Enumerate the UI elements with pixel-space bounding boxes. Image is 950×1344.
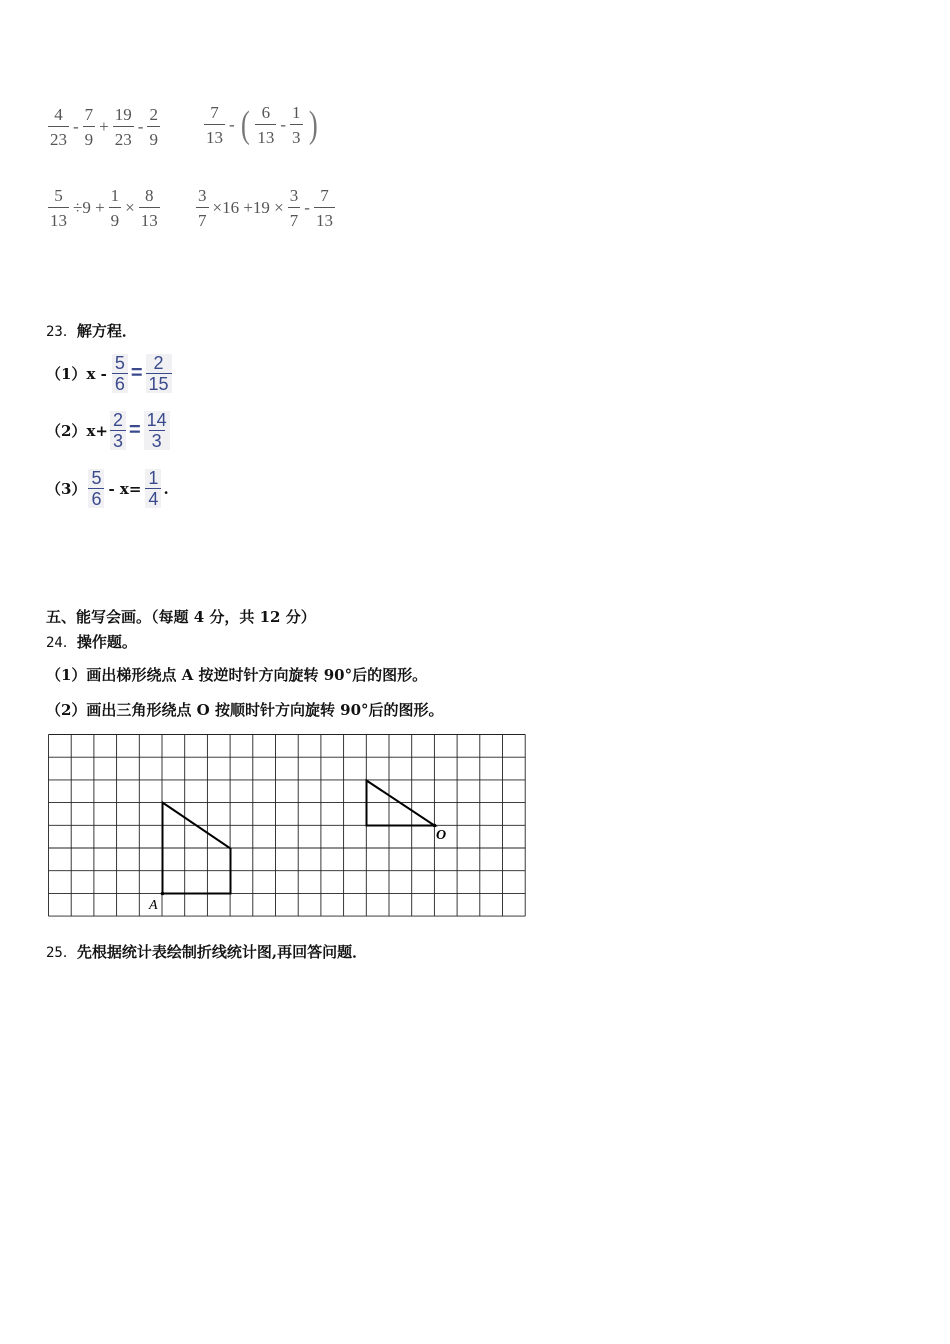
fraction: $\frac{7}{9}$ [84, 105, 94, 149]
grid-lines [49, 735, 526, 917]
fraction: $\frac{1}{3}$ [292, 103, 301, 147]
left-parenthesis: ( [240, 104, 250, 146]
question-title: 先根据统计表绘制折线统计图,再回答问题． [76, 943, 368, 961]
expression-3 [46, 187, 162, 229]
question-24-item-1: （1）画出梯形绕点 A 按逆时针方向旋转 90°后的图形。 [46, 666, 428, 684]
question-title: 操作题。 [76, 633, 137, 651]
expression-4 [194, 187, 337, 229]
operator: - [304, 198, 310, 217]
question-number: 24． [46, 635, 77, 651]
equation-period: . [163, 479, 169, 498]
right-parenthesis: ) [308, 104, 318, 146]
equals-sign: = [128, 419, 141, 441]
equals-sign: = [130, 362, 143, 384]
expression-1 [46, 106, 162, 148]
rotation-grid-figure [48, 734, 526, 918]
equation-3 [46, 469, 169, 508]
operator: - [229, 115, 235, 134]
section-5-title: 五、能写会画。（每题 4 分，共 12 分） [46, 608, 316, 626]
fraction: $\frac{1}{9}$ [110, 186, 120, 230]
operator: × [125, 198, 135, 217]
fraction: $\frac{5}{6}$ [112, 354, 128, 393]
operator: - [137, 117, 144, 136]
fraction: $\frac{7}{13}$ [206, 103, 223, 147]
equation-text: x+ [86, 421, 108, 440]
fraction: $\frac{6}{13}$ [257, 103, 275, 147]
question-title: 解方程． [76, 322, 137, 340]
expression-2 [202, 104, 321, 146]
operator: ×16 +19 × [212, 198, 284, 217]
fraction: $\frac{8}{13}$ [140, 186, 158, 230]
item-label: （2） [46, 422, 87, 440]
point-o-marker [433, 824, 437, 828]
fraction: $\frac{2}{15}$ [146, 354, 172, 393]
fraction: $\frac{5}{13}$ [50, 186, 67, 230]
fraction: $\frac{1}{4}$ [145, 469, 161, 508]
item-label: （1） [46, 365, 87, 383]
equation-text: x - [86, 364, 107, 383]
equation-2 [46, 411, 172, 450]
fraction: $\frac{2}{9}$ [149, 105, 158, 149]
fraction: $\frac{3}{7}$ [198, 186, 207, 230]
fraction: $\frac{7}{13}$ [315, 186, 333, 230]
question-number: 23． [46, 324, 77, 340]
fraction: $\frac{3}{7}$ [289, 186, 299, 230]
equation-text: - x= [108, 479, 142, 498]
operator: - [73, 117, 79, 136]
operator: ÷9 + [73, 198, 105, 217]
question-23-heading [46, 320, 137, 341]
equation-1 [46, 354, 174, 393]
operator: - [280, 115, 286, 134]
fraction: $\frac{19}{23}$ [114, 105, 132, 149]
question-number: 25． [46, 945, 77, 961]
question-24-heading [46, 631, 137, 652]
point-a-marker [161, 892, 165, 896]
question-25-heading [46, 941, 367, 962]
fraction: $\frac{4}{23}$ [50, 105, 67, 149]
fraction: $\frac{14}{3}$ [144, 411, 170, 450]
question-24-item-2: （2）画出三角形绕点 O 按顺时针方向旋转 90°后的图形。 [46, 701, 444, 719]
point-o-label: O [436, 828, 447, 843]
point-a-label: A [149, 898, 158, 913]
fraction: $\frac{5}{6}$ [88, 469, 104, 508]
fraction: $\frac{2}{3}$ [110, 411, 126, 450]
operator: + [99, 117, 109, 136]
item-label: （3） [46, 480, 87, 498]
